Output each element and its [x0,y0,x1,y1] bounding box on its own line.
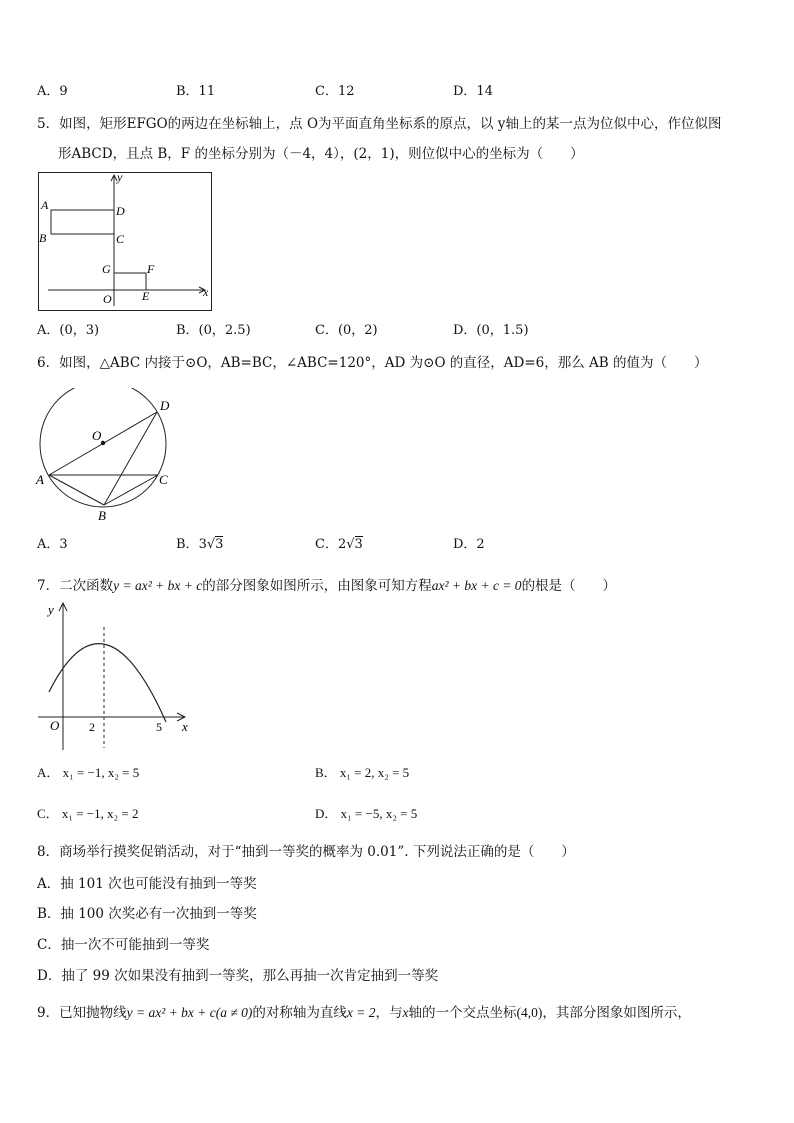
q9-xvar: x [402,1005,409,1020]
q9-function: y = ax² + bx + c [126,1005,216,1020]
q6-option-c-prefix: C． [315,537,338,552]
q6-option-c [315,537,363,553]
q7-equation: ax² + bx + c = 0 [431,578,522,593]
q6-figure [34,388,184,524]
q7-option-b: B． x₁ = 2, x₂ = 5 [315,765,410,780]
q7-option-c: C． x₁ = −1, x₂ = 2 [37,806,139,821]
q6-option-c-radicand: 3 [354,537,363,552]
q9-stem [37,1005,691,1021]
q4-option-d: D．14 [453,84,493,99]
q5-stem-line2: 形ABCD，且点 B，F 的坐标分别为（－4，4），(2，1)，则位似中心的坐标为（ ） [58,146,584,162]
q5-option-d: D．(0，1.5) [453,323,529,338]
q9-point: (4,0) [516,1005,543,1020]
q9-axis: x = 2 [346,1005,376,1020]
q5-label-b: B [39,231,47,245]
q9-prefix: 9．已知抛物线 [37,1005,127,1021]
q5-label-e: E [142,289,150,303]
q7-middle: 的部分图象如图所示，由图象可知方程 [202,578,432,594]
q4-option-a: A．9 [37,84,68,99]
q6-option-b-sqrt-icon: √ [206,537,216,552]
q7-label-y: y [48,602,54,617]
q6-stem: 6．如图，△ABC 内接于⊙O，AB=BC，∠ABC=120°，AD 为⊙O 的直径，AD=6，那么 AB 的值为（ ） [37,355,708,371]
q5-label-y: y [117,172,123,184]
q5-label-g: G [102,262,111,276]
q6-option-b-coef: 3 [198,537,207,552]
q6-center-dot [101,441,105,445]
q4-option-c: C．12 [315,84,355,99]
q8-option-d: D．抽了 99 次如果没有抽到一等奖，那么再抽一次肯定抽到一等奖 [37,968,439,984]
q5-figure [38,172,213,312]
q7-stem [37,578,616,594]
q7-prefix: 7．二次函数 [37,578,114,594]
q8-stem: 8．商场举行摸奖促销活动，对于“抽到一等奖的概率为 0.01”. 下列说法正确的是（ ） [37,844,575,860]
q8-option-b: B．抽 100 次奖必有一次抽到一等奖 [37,906,257,922]
q6-label-o: O [92,428,102,443]
q7-figure [36,600,196,752]
q5-label-x: x [203,285,209,299]
q7-parabola [49,644,166,722]
q5-rect-efgo [114,273,146,290]
q6-line-ab [49,475,104,505]
q5-option-a: A．(0，3) [37,323,100,338]
q7-suffix: 的根是（ ） [521,578,617,594]
q6-option-b [176,537,223,553]
q5-label-d: D [116,204,125,218]
q6-option-d: D．2 [453,537,485,552]
q5-stem-line1: 5．如图，矩形EFGO的两边在坐标轴上，点 O为平面直角坐标系的原点，以 y轴上的某一点为位似中心，作位似图 [37,116,722,132]
q6-option-b-prefix: B． [176,537,199,552]
q8-option-c: C．抽一次不可能抽到一等奖 [37,937,210,953]
q4-option-b: B．11 [176,84,216,99]
q5-option-c: C．(0，2) [315,323,378,338]
q7-function: y = ax² + bx + c [113,578,203,593]
q6-option-c-coef: 2 [337,537,347,552]
q6-line-bd [104,412,157,505]
q9-middle3: 轴的一个交点坐标 [408,1005,517,1021]
q5-label-o: O [103,292,112,306]
q7-option-d: D． x₁ = −5, x₂ = 5 [315,806,418,821]
q7-label-x: x [182,719,188,734]
q6-option-a: A．3 [37,537,68,552]
q6-label-a: A [36,472,44,487]
q7-label-5: 5 [156,720,162,734]
q8-option-a: A．抽 101 次也可能没有抽到一等奖 [37,876,257,892]
q5-label-a: A [41,198,49,212]
q9-suffix: ，其部分图象如图所示， [542,1005,691,1021]
q9-condition: (a ≠ 0) [215,1005,253,1020]
q9-middle: 的对称轴为直线 [252,1005,347,1021]
q5-label-c: C [116,232,125,246]
q7-label-2: 2 [89,720,95,734]
q9-middle2: ，与 [375,1005,403,1021]
q5-label-f: F [147,262,155,276]
q6-label-b: B [98,508,106,523]
q6-label-d: D [160,398,170,413]
q6-option-b-radicand: 3 [215,537,224,552]
q6-option-c-sqrt-icon: √ [346,537,355,552]
q6-label-c: C [159,472,168,487]
q5-option-b: B．(0，2.5) [176,323,251,338]
q5-rect-abcd [51,210,114,234]
q7-option-a: A． x₁ = −1, x₂ = 5 [37,765,140,780]
q7-label-o: O [50,718,60,733]
q6-circle [40,388,166,507]
